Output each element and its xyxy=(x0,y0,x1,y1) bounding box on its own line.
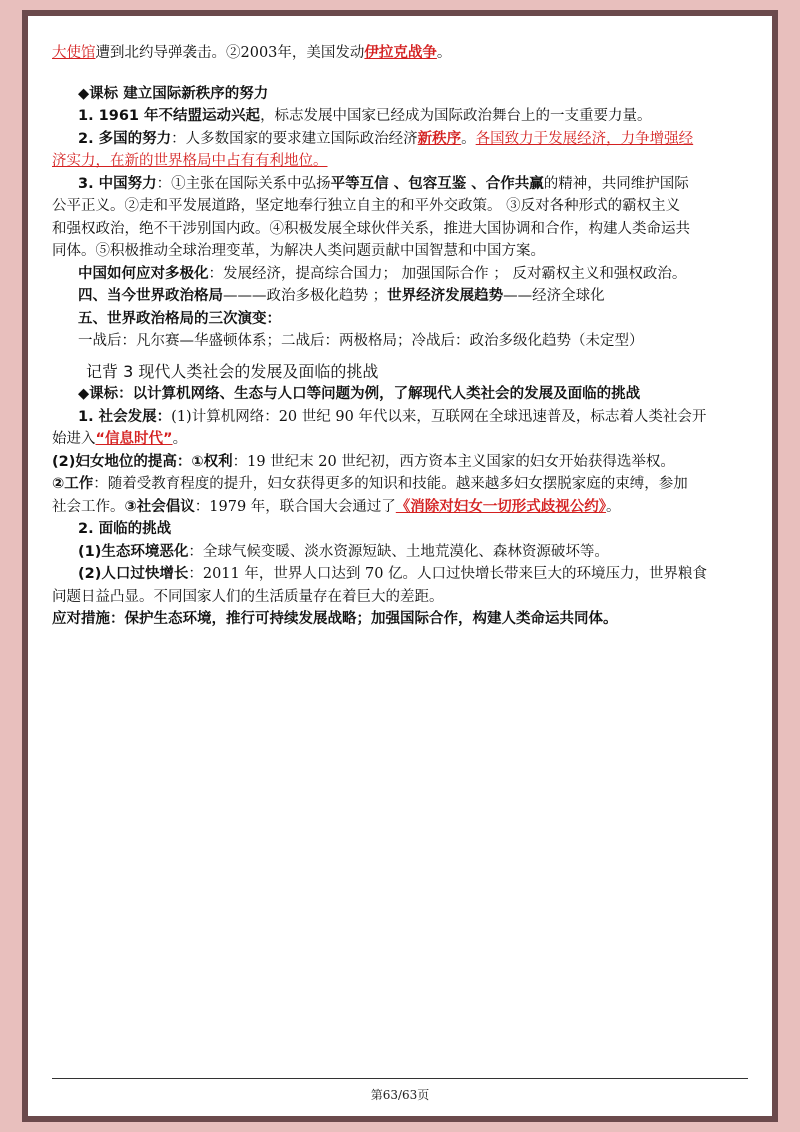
text: ：人多数国家的要求建立国际政治经济 xyxy=(171,130,418,147)
text: ：随着受教育程度的提升，妇女获得更多的知识和技能。越来越多妇女摆脱家庭的束缚，参加 xyxy=(93,476,688,492)
bold-text: (2)人口过快增长 xyxy=(78,566,189,582)
line-pattern xyxy=(52,285,760,308)
line-measures: 应对措施：保护生态环境，推行可持续发展战略；加强国际合作，构建人类命运共同体。 xyxy=(52,611,618,627)
line-info-age xyxy=(52,428,760,451)
text: 始进入 xyxy=(52,431,96,447)
text: ：2011 年，世界人口达到 70 亿。人口过快增长带来巨大的环境压力，世界粮食 xyxy=(188,566,708,582)
text: 。 xyxy=(436,45,452,61)
text: ：1979 年，联合国大会通过了 xyxy=(194,498,396,515)
text: ，标志发展中国家已经成为国际政治舞台上的一支重要力量。 xyxy=(260,108,652,124)
highlight-info-age: “信息时代” xyxy=(95,431,173,447)
line-evolution: 一战后：凡尔赛—华盛顿体系；二战后：两极格局；冷战后：政治多级化趋势（未定型） xyxy=(78,333,644,349)
line-evolution-heading: 五、世界政治格局的三次演变： xyxy=(78,310,281,327)
line-population-2: 问题日益凸显。不同国家人们的生活质量存在着巨大的差距。 xyxy=(52,588,444,605)
bold-text: 中国如何应对多极化 xyxy=(78,265,209,282)
text: ——经济全球化 xyxy=(503,288,605,304)
bold-text: ②工作 xyxy=(52,476,94,492)
bold-text: 平等互信 、包容互鉴 、合作共赢 xyxy=(330,175,544,192)
bold-text: (2)妇女地位的提高：①权利 xyxy=(52,453,233,470)
text: (1)计算机网络：20 世纪 90 年代以来，互联网在全球迅速普及，标志着人类社会开 xyxy=(171,408,707,425)
highlight-new-order: 新秩序 xyxy=(417,130,462,147)
line-women xyxy=(52,451,760,474)
text: 社会工作。 xyxy=(52,498,125,515)
bold-text: (1)生态环境恶化 xyxy=(78,543,189,560)
text: 。 xyxy=(606,498,621,515)
line-economy-cont: 济实力，在新的世界格局中占有有利地位。 xyxy=(52,153,328,169)
text: ：发展经济，提高综合国力； 加强国际合作 ； 反对霸权主义和强权政治。 xyxy=(208,265,687,282)
footer-divider xyxy=(52,1078,748,1079)
highlight-iraq-war: 伊拉克战争 xyxy=(364,45,437,61)
line-work xyxy=(52,473,760,496)
highlight-cedaw: 《消除对妇女一切形式歧视公约》 xyxy=(395,498,607,515)
line-challenges: 2. 面临的挑战 xyxy=(78,521,172,537)
bold-text: 1. 社会发展： xyxy=(78,408,172,425)
bold-text: 1. 1961 年不结盟运动兴起 xyxy=(78,108,261,124)
line-china xyxy=(52,173,760,196)
line-ecology xyxy=(52,541,760,564)
section-heading: ◆课标 建立国际新秩序的努力 xyxy=(78,85,269,102)
text: 遭到北约导弹袭击。②2003年，美国发动 xyxy=(95,45,365,61)
section-title: 记背 3 现代人类社会的发展及面临的挑战 xyxy=(86,361,379,381)
line-countries xyxy=(52,128,760,151)
text: 的精神，共同维护国际 xyxy=(543,175,689,192)
text: 。 xyxy=(461,130,476,147)
highlight-embassy: 大使馆 xyxy=(52,45,96,61)
text: ：①主张在国际关系中弘扬 xyxy=(156,175,331,192)
bold-text: 3. 中国努力 xyxy=(78,175,157,192)
line-china-3: 和强权政治，绝不干涉别国内政。④积极发展全球伙伴关系，推进大国协调和合作，构建人类命运共 xyxy=(52,220,690,237)
page-number: 第63/63页 xyxy=(370,1088,430,1102)
bold-text: ③社会倡议 xyxy=(124,498,195,515)
line-china-2: 公平正义。②走和平发展道路，坚定地奉行独立自主的和平外交政策。 ③反对各种形式的霸权主义 xyxy=(52,198,681,214)
line-population xyxy=(52,563,760,586)
bold-text: 2. 多国的努力 xyxy=(78,130,172,147)
line-china-4: 同体。⑤积极推动全球治理变革，为解决人类问题贡献中国智慧和中国方案。 xyxy=(52,243,545,259)
text: ：19 世纪末 20 世纪初，西方资本主义国家的妇女开始获得选举权。 xyxy=(232,453,675,470)
document-page xyxy=(52,42,760,631)
bold-text: 四、当今世界政治格局 xyxy=(78,288,223,304)
line-embassy xyxy=(52,42,760,65)
line-nam xyxy=(52,105,760,128)
bold-text: 世界经济发展趋势 xyxy=(387,288,504,304)
line-society xyxy=(52,406,760,429)
line-advocacy xyxy=(52,496,760,519)
line-multipolar xyxy=(52,263,760,286)
text: 。 xyxy=(172,431,188,447)
text: ———政治多极化趋势 ； xyxy=(223,288,388,304)
text: ：全球气候变暖、淡水资源短缺、土地荒漠化、森林资源破坏等。 xyxy=(188,543,609,560)
highlight-economy: 各国致力于发展经济，力争增强经 xyxy=(475,130,694,147)
section-standard: ◆课标：以计算机网络、生态与人口等问题为例，了解现代人类社会的发展及面临的挑战 xyxy=(78,386,641,402)
page-frame xyxy=(22,10,778,1122)
